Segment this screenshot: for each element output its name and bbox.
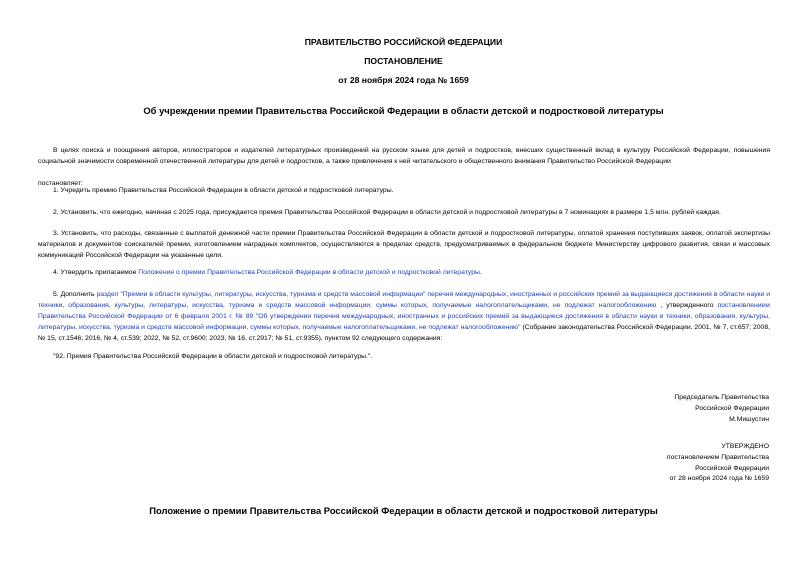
decides-paragraph: постановляет: [38, 180, 83, 187]
appendix-title: Положение о премии Правительства Российской Федерации в области детской и подростковой литературы [149, 505, 658, 516]
item-2-paragraph: 2. Установить, что ежегодно, начиная с 2025 года, присуждается премия Правительства Российской Федерации в области детской и подростковой литературы в 7 номинациях в размере 1,5 млн. рублей каждая. [53, 209, 721, 216]
item-4-prefix: 4. Утвердить прилагаемое [53, 269, 139, 276]
approval-line-4: от 28 ноября 2024 года № 1659 [669, 475, 769, 483]
regulation-link[interactable]: Положение о премии Правительства Российской Федерации в области детской и подростковой литературы [138, 269, 480, 276]
approval-heading: УТВЕРЖДЕНО [721, 443, 769, 450]
item-92-quote-paragraph: "92. Премия Правительства Российской Федерации в области детской и подростковой литературы.". [53, 353, 373, 360]
decree-89-link[interactable]: постановлением Правительства Российской Федерации от 6 февраля 2001 г. № 89 "Об утверждении перечня международных, иностранных и российских премий за выдающиеся достижения в области науки и техники, образования, культуры, литературы, искусства, туризма и средств массовой информации, суммы которых, получаемые налогоплательщиками, не подлежат налогообложению" [38, 301, 770, 331]
approval-line-3: Российской Федерации [695, 464, 769, 472]
item-4-suffix: . [479, 269, 482, 276]
approval-line-2: постановлением Правительства [666, 453, 769, 461]
signature-name: М.Мишустин [729, 415, 769, 423]
item-5-prefix: 5. Дополнить [53, 291, 97, 298]
item-1-paragraph: 1. Учредить премию Правительства Российской Федерации в области детской и подростковой литературы. [53, 187, 394, 194]
item-5-suffix: (Собрание законодательства Российской Федерации, 2001, № 7, ст.657; 2008, № 15, ст.1546; 2016, № 4, ст.539; 2022, № 52, ст.9600; 2023, № 16, ст.2917; № 51, ст.9355), пунктом 92 следующего содержания: [38, 323, 770, 342]
preamble-paragraph: В целях поиска и поощрения авторов, иллюстраторов и издателей литературных произведений на русском языке для детей и подростков, внесших существенный вклад в культуру Российской Федерации, повышения социальной значимости современной отечественной литературы для детей и подростков, а также привлечения к ней читательского и общественного внимания Правительство Российской Федерации [38, 147, 770, 165]
item-5-middle: , утвержденного [656, 301, 718, 309]
document-title: Об учреждении премии Правительства Российской Федерации в области детской и подростковой литературы [143, 105, 664, 116]
document-type-heading: ПОСТАНОВЛЕНИЕ [364, 56, 443, 66]
date-number-heading: от 28 ноября 2024 года № 1659 [338, 75, 469, 85]
signature-block [674, 393, 769, 425]
government-heading: ПРАВИТЕЛЬСТВО РОССИЙСКОЙ ФЕДЕРАЦИИ [304, 37, 503, 47]
item-4-paragraph [38, 268, 770, 279]
signature-position: Председатель Правительства [674, 394, 769, 401]
item-3-paragraph: 3. Установить, что расходы, связанные с выплатой денежной части премии Правительства Российской Федерации в области детской и подростковой литературы, оплатой хранения поступивших заявок, оплатой экспертизы материалов и документов соискателей премии, изготовлением наградных комплектов, осуществляются в пределах средств, предусматриваемых в федеральном бюджете Министерству цифрового развития, связи и массовых коммуникаций Российской Федерации на указанные цели. [38, 230, 770, 259]
approval-block [667, 442, 769, 485]
signature-organization: Российской Федерации [695, 404, 769, 412]
item-5-paragraph [38, 290, 770, 345]
prizes-section-link[interactable]: раздел "Премии в области культуры, литературы, искусства, туризма и средств массовой информации" перечня международных, иностранных и российских премий за выдающиеся достижения в области науки и техники, образования, культуры, литературы, искусства, туризма и средств массовой информации, суммы которых, получаемые налогоплательщиками, не подлежат налогообложению [38, 291, 770, 309]
